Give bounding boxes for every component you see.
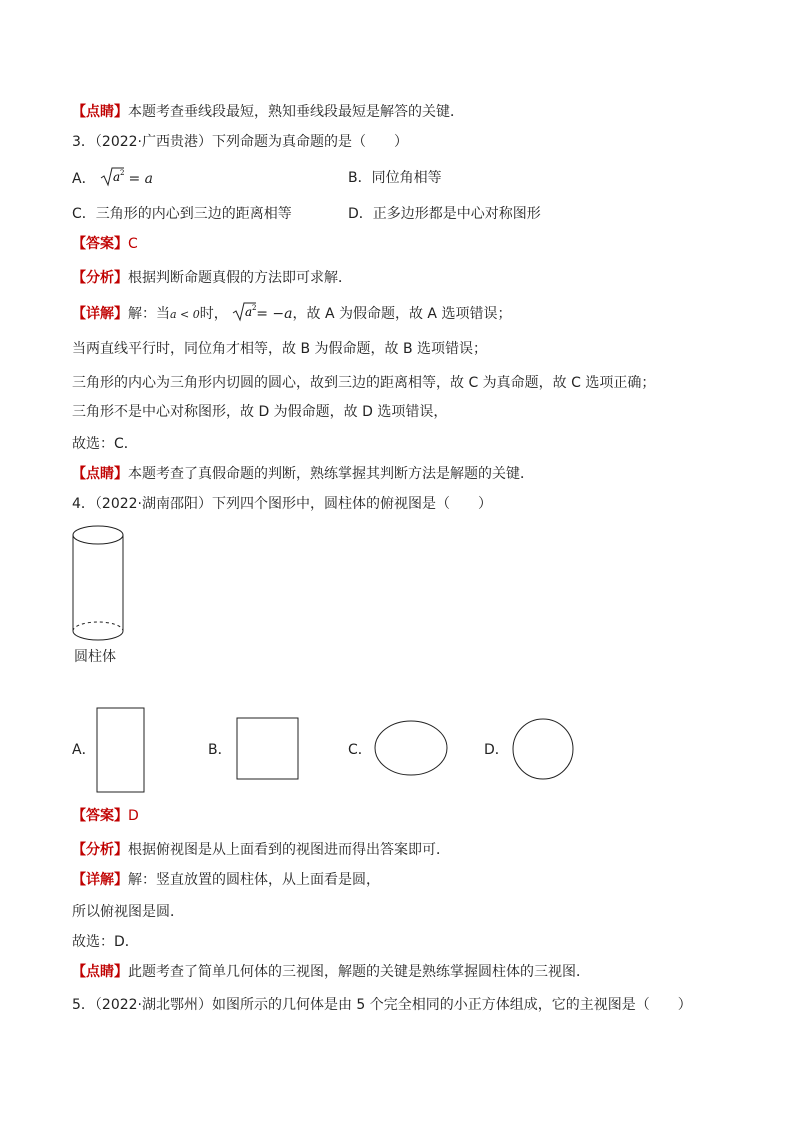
q3-detail-3: 三角形的内心为三角形内切圆的圆心，故到三边的距离相等，故 C 为真命题，故 C 选项正确； (72, 375, 656, 391)
q3-detail-2: 当两直线平行时，同位角才相等，故 B 为假命题，故 B 选项错误； (72, 341, 488, 357)
tag: 【点睛】 (72, 964, 128, 980)
q4-detail-2: 所以俯视图是圆． (72, 904, 184, 920)
q3-detail-1 (72, 303, 511, 325)
tag: 【详解】 (72, 306, 128, 322)
q3-dianjing (72, 464, 534, 484)
ellipse-figure (374, 720, 450, 778)
q4-option-b-label: B． (208, 742, 232, 758)
q4-dianjing (72, 962, 590, 982)
text: 解：当 (128, 306, 170, 322)
q3-detail-5: 故选：C． (72, 436, 138, 452)
q4-analysis (72, 840, 450, 860)
svg-text:a: a (113, 170, 121, 184)
q3-option-a (72, 168, 153, 190)
tag: 【详解】 (72, 872, 128, 888)
q4-option-d-label: D． (484, 742, 509, 758)
tag: 【答案】 (72, 808, 128, 824)
option-label: A． (72, 171, 96, 187)
q3-option-d: D．正多边形都是中心对称图形 (348, 206, 541, 222)
q4-answer (72, 806, 139, 826)
svg-text:2: 2 (252, 304, 257, 312)
text: 本题考查了真假命题的判断，熟练掌握其判断方法是解题的关键． (128, 466, 534, 482)
text: 解：竖直放置的圆柱体，从上面看是圆， (128, 872, 380, 888)
text: 本题考查垂线段最短，熟知垂线段最短是解答的关键． (128, 104, 464, 120)
tall-rectangle-figure (96, 707, 146, 793)
tag: 【分析】 (72, 842, 128, 858)
q4-detail-3: 故选：D． (72, 934, 139, 950)
tag: 【答案】 (72, 236, 128, 252)
q3-analysis (72, 268, 352, 288)
text: C (128, 236, 138, 252)
svg-text:a: a (245, 305, 253, 319)
text: ，故 A 为假命题，故 A 选项错误； (292, 306, 512, 322)
q4-stem: 4．（2022·湖南邵阳）下列四个图形中，圆柱体的俯视图是（ ） (72, 496, 492, 512)
cylinder-figure (72, 525, 128, 645)
q3-detail-4: 三角形不是中心对称图形，故 D 为假命题，故 D 选项错误， (72, 404, 448, 420)
tag: 【点睛】 (72, 104, 128, 120)
square-figure (236, 717, 300, 781)
tag: 【分析】 (72, 270, 128, 286)
text: 根据判断命题真假的方法即可求解． (128, 270, 352, 286)
option-eq: = a (128, 171, 154, 187)
sqrt-a2-icon (232, 301, 256, 323)
q3-answer (72, 234, 138, 254)
q4-option-a-label: A． (72, 742, 96, 758)
q3-option-b: B．同位角相等 (348, 170, 442, 186)
cylinder-label: 圆柱体 (74, 649, 116, 665)
text: 时， (199, 306, 228, 322)
q3-stem: 3．（2022·广西贵港）下列命题为真命题的是（ ） (72, 134, 408, 150)
tag: 【点睛】 (72, 466, 128, 482)
svg-text:2: 2 (120, 169, 125, 177)
dianjing-q2 (72, 102, 464, 122)
q5-stem: 5．（2022·湖北鄂州）如图所示的几何体是由 5 个完全相同的小正方体组成，它的主视图是（ ） (72, 997, 692, 1013)
q4-option-c-label: C． (348, 742, 372, 758)
sqrt-a2-icon (100, 166, 124, 188)
q4-detail-1 (72, 870, 380, 890)
equation: = −a (256, 306, 293, 322)
text: 此题考查了简单几何体的三视图，解题的关键是熟练掌握圆柱体的三视图． (128, 964, 590, 980)
circle-figure (512, 718, 576, 782)
condition: a < 0 (170, 308, 200, 321)
text: D (128, 808, 139, 824)
text: 根据俯视图是从上面看到的视图进而得出答案即可． (128, 842, 450, 858)
q3-option-c: C．三角形的内心到三边的距离相等 (72, 206, 292, 222)
